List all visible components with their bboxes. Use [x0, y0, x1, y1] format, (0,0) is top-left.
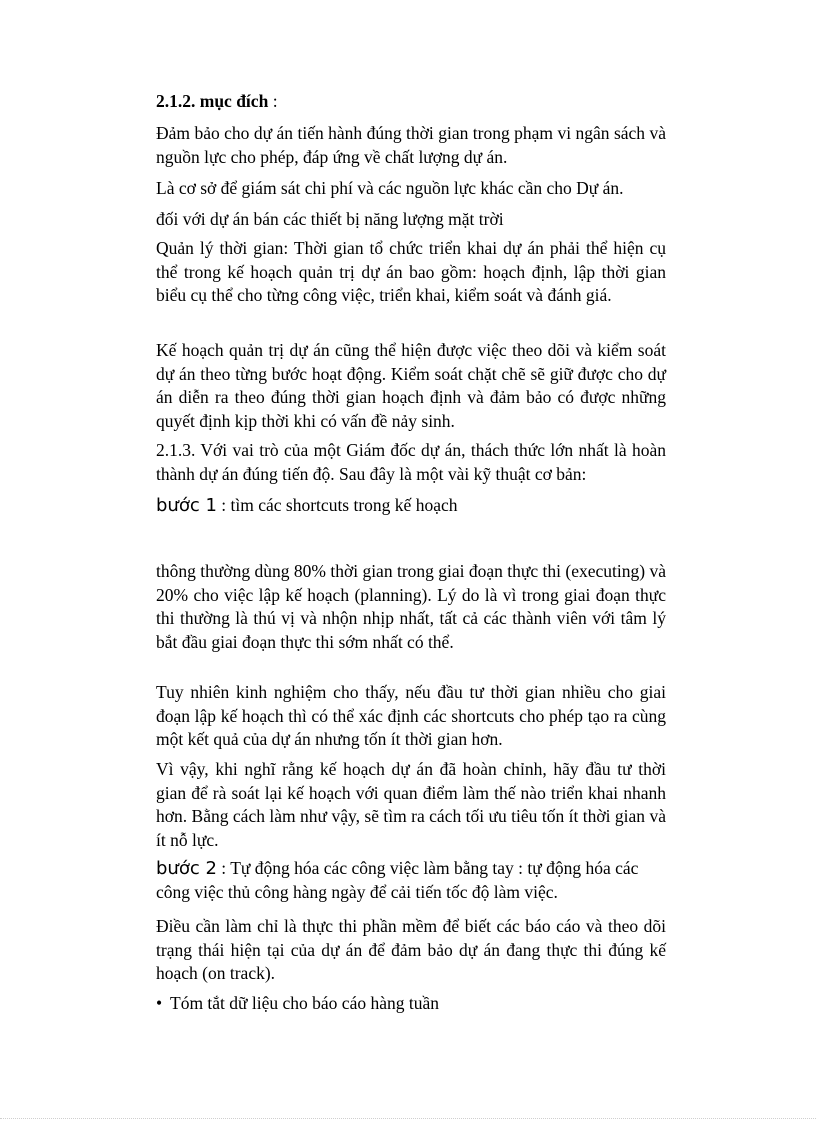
bullet-item-1-text: Tóm tắt dữ liệu cho báo cáo hàng tuần [170, 993, 439, 1013]
step-2-text-line-2: công việc thủ công hàng ngày để cải tiến tốc độ làm việc. [156, 881, 558, 902]
bullet-icon: • [156, 993, 163, 1013]
paragraph-purpose-2: Là cơ sở để giám sát chi phí và các nguồn lực khác cần cho Dự án. [156, 178, 624, 198]
paragraph-therefore: Vì vậy, khi nghĩ rằng kế hoạch dự án đã hoàn chỉnh, hãy đầu tư thời gian để rà soát lại kế hoạch với quan điểm làm thế nào triển khai nhanh hơn. Bằng cách làm như vậy, sẽ tìm ra cách tối ưu tiêu tốn ít thời gian và ít nỗ lực. [156, 759, 666, 850]
paragraph-time-management: Quản lý thời gian: Thời gian tổ chức triển khai dự án phải thể hiện cụ thể trong kế hoạch quản trị dự án bao gồm: hoạch định, lập thời gian biểu cụ thể cho từng công việc, triển khai, kiểm soát và đánh giá. [156, 238, 666, 305]
step-1-label: bước 1 [156, 495, 217, 516]
page-bottom-divider [0, 1118, 816, 1119]
bullet-item-1 [156, 992, 439, 1015]
paragraph-2-1-3: 2.1.3. Với vai trò của một Giám đốc dự án, thách thức lớn nhất là hoàn thành dự án đúng tiến độ. Sau đây là một vài kỹ thuật cơ bản: [156, 440, 666, 484]
paragraph-usually: thông thường dùng 80% thời gian trong giai đoạn thực thi (executing) và 20% cho việc lập kế hoạch (planning). Lý do là vì trong giai đoạn thực thi thường là thú vị và nhộn nhịp nhất, tất cả các thành viên với tâm lý bắt đầu giai đoạn thực thi sớm nhất có thể. [156, 561, 666, 652]
section-heading-2-1-2 [156, 90, 278, 113]
step-2-label: bước 2 [156, 858, 217, 879]
paragraph-need: Điều cần làm chỉ là thực thi phần mềm để biết các báo cáo và theo dõi trạng thái hiện tại của dự án để đảm bảo dự án đang thực thi đúng kế hoạch (on track). [156, 916, 666, 983]
heading-colon: : [268, 91, 278, 111]
paragraph-plan: Kế hoạch quản trị dự án cũng thể hiện được việc theo dõi và kiểm soát dự án theo từng bước hoạt động. Kiểm soát chặt chẽ sẽ giữ được cho dự án diễn ra theo đúng thời gian hoạch định và đảm bảo có được những quyết định kịp thời khi có vấn đề nảy sinh. [156, 340, 666, 431]
heading-title: 2.1.2. mục đích [156, 91, 269, 111]
step-1 [156, 494, 686, 518]
paragraph-purpose-1: Đảm bảo cho dự án tiến hành đúng thời gian trong phạm vi ngân sách và nguồn lực cho phép, đáp ứng về chất lượng dự án. [156, 123, 666, 167]
step-2 [156, 857, 686, 904]
paragraph-purpose-3: đối với dự án bán các thiết bị năng lượng mặt trời [156, 209, 504, 229]
step-1-text: : tìm các shortcuts trong kế hoạch [216, 495, 458, 515]
step-2-text-line-1: : Tự động hóa các công việc làm bằng tay : tự động hóa các [216, 858, 639, 878]
paragraph-however: Tuy nhiên kinh nghiệm cho thấy, nếu đầu tư thời gian nhiều cho giai đoạn lập kế hoạch thì có thể xác định các shortcuts cho phép tạo ra cùng một kết quả của dự án nhưng tốn ít thời gian hơn. [156, 682, 666, 749]
